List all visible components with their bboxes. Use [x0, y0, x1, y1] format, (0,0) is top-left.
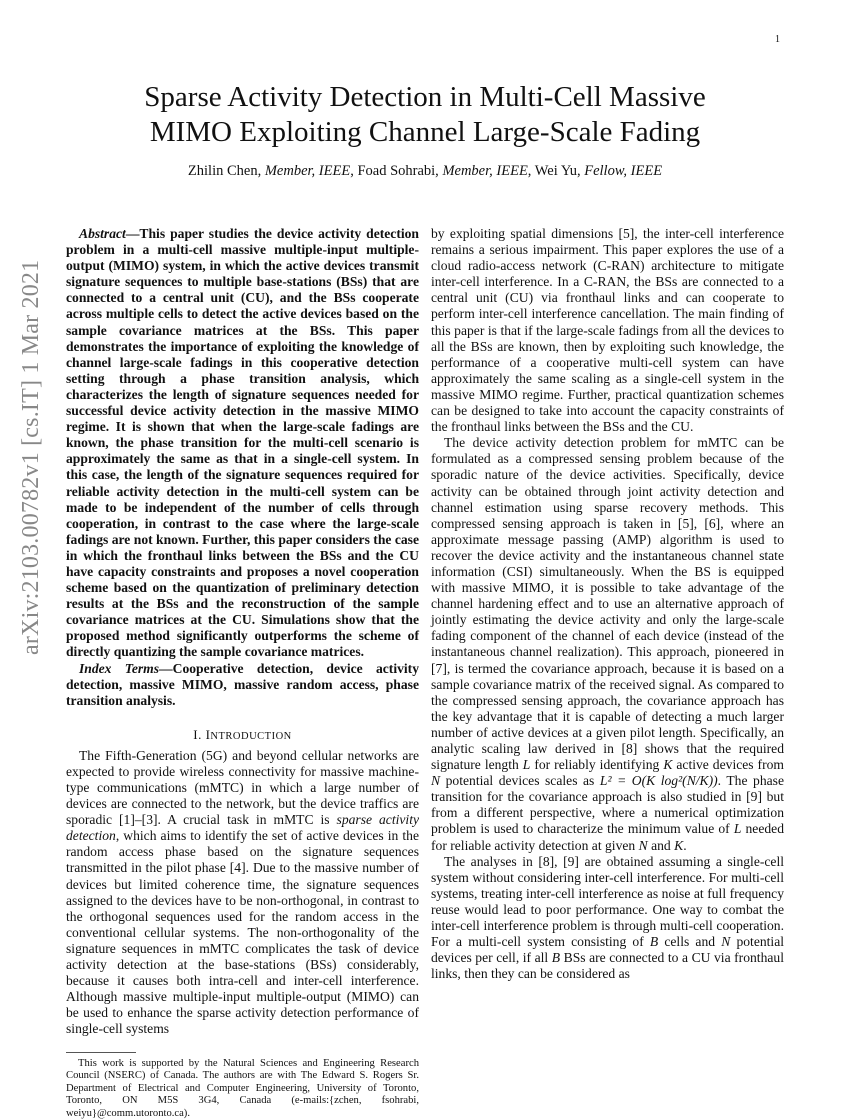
- abstract-text: —This paper studies the device activity detection problem in a multi-cell massive multiple-input multiple-output (MIMO) system, in which the active devices transmit signature sequences to multiple base-stations (BSs) that are connected to a central unit (CU), and the BSs cooperate across multiple cells to detect the active devices based on the sample covariance matrices at the BSs. This paper demonstrates the importance of exploiting the knowledge of channel large-scale fadings in this cooperative detection setting through a phase transition analysis, which characterizes the length of signature sequences needed for successful device activity detection in the massive MIMO regime. It is shown that when the large-scale fadings are known, the phase transition for the multi-cell scenario is approximately the same as that in a single-cell system. In this case, the length of the signature sequences required for reliable activity detection in the multi-cell system can be made to be independent of the number of cells through cooperation, in contrast to the case where the large-scale fadings are not known. Further, this paper considers the case in which the fronthaul links between the BSs and the CU have capacity constraints and proposes a novel cooperation scheme based on the quantization of preliminary detection results at the BSs and the reconstruction of the sample covariance matrices at the CU. Simulations show that the proposed method significantly outperforms the scheme of directly quantizing the sample covariance matrices.: [66, 226, 419, 659]
- section-heading-introduction: I. INTRODUCTION: [66, 727, 419, 743]
- page-number: 1: [775, 34, 780, 45]
- intro-paragraph: The Fifth-Generation (5G) and beyond cellular networks are expected to provide wireless connectivity for massive machine-type communications (mMTC) in which a large number of devices are connected to the network, but the device traffics are sporadic [1]–[3]. A crucial task in mMTC is sparse activity detection, which aims to identify the set of active devices in the random access phase based on the signature sequences transmitted in the pilot phase [4]. Due to the massive number of devices but limited coherence time, the signature sequences assigned to the devices have to be non-orthogonal, in contrast to the orthogonal sequences used for the random access in the conventional cellular systems. The non-orthogonality of the signature sequences in mMTC complicates the task of device activity detection at the base-stations (BSs) considerably, because it causes both intra-cell and inter-cell interference. Although massive multiple-input multiple-output (MIMO) can be used to enhance the sparse activity detection performance of single-cell systems: [66, 748, 419, 1038]
- author-role: Fellow, IEEE: [584, 163, 662, 179]
- index-terms: [66, 661, 419, 709]
- author-list: [0, 163, 850, 180]
- paragraph: The device activity detection problem for mMTC can be formulated as a compressed sensing problem because of the sporadic nature of the device activities. Specifically, device activity can be obtained through joint activity detection and channel estimation using sparse recovery methods. This compressed sensing approach is taken in [5], [6], where an approximate message passing (AMP) algorithm is used to recover the device activity and the instantaneous channel state information (CSI) simultaneously. When the BS is equipped with massive MIMO, it is possible to take advantage of the channel hardening effect and to use an alternative approach of jointly estimating the device activity and only the large-scale fading component of the channel of each device (instead of the instantaneous channel realization). This approach, pioneered in [7], is termed the covariance approach, because it is based on a sample covariance matrix of the received signal. As compared to the compressed sensing approach, the covariance approach has the key advantage that it is capable of detecting a much larger number of active devices at a given pilot length. Specifically, an analytic scaling law derived in [8] shows that the required signature length L for reliably identifying K active devices from N potential devices scales as L² = O(K log²(N/K)). The phase transition for the covariance approach is also studied in [9] but from a different perspective, where a numerical optimization problem is used to characterize the minimum value of L needed for reliable activity detection at given N and K.: [431, 435, 784, 853]
- right-column: [431, 226, 784, 982]
- scaling-law-formula: L² = O(K log²(N/K)): [600, 773, 718, 788]
- paper-title: [0, 80, 850, 150]
- index-terms-text: —Cooperative detection, device activity detection, massive MIMO, massive random access, phase transition analysis.: [66, 661, 419, 708]
- author-name: Zhilin Chen,: [188, 163, 265, 179]
- left-column: [66, 226, 419, 1120]
- title-line-1: Sparse Activity Detection in Multi-Cell Massive: [0, 80, 850, 115]
- paragraph: The analyses in [8], [9] are obtained assuming a single-cell system without considering inter-cell interference. For multi-cell systems, treating inter-cell interference as noise at full frequency reuse would lead to poor performance. One way to combat the inter-cell interference problem is through multi-cell cooperation. For a multi-cell system consisting of B cells and N potential devices per cell, if all B BSs are connected to a CU via fronthaul links, then they can be considered as: [431, 854, 784, 983]
- arxiv-stamp: arXiv:2103.00782v1 [cs.IT] 1 Mar 2021: [18, 260, 45, 655]
- footnote-rule: [66, 1052, 136, 1053]
- paragraph: by exploiting spatial dimensions [5], the inter-cell interference remains a serious impairment. This paper explores the use of a cloud radio-access network (C-RAN) architecture to mitigate inter-cell interference. In a C-RAN, the BSs are connected to a central unit (CU) via fronthaul links and can cooperate to perform inter-cell interference cancellation. The main finding of this paper is that if the large-scale fadings from all the devices to all the BSs are known, then by exploiting such knowledge, the performance of a cooperative multi-cell system can have approximately the same scaling as a single-cell system in the massive MIMO regime. Further, practical quantization schemes can be designed to take into account the capacity constraints of the fronthaul links between the BSs and the CU.: [431, 226, 784, 435]
- abstract-label: Abstract: [79, 226, 126, 241]
- author-name: , Wei Yu,: [528, 163, 584, 179]
- abstract: [66, 226, 419, 661]
- footnote: This work is supported by the Natural Sciences and Engineering Research Council (NSERC) of Canada. The authors are with The Edward S. Rogers Sr. Department of Electrical and Computer Engineering, University of Toronto, Toronto, ON M5S 3G4, Canada (e-mails:{zchen, fsohrabi, weiyu}@comm.utoronto.ca).: [66, 1058, 419, 1120]
- title-line-2: MIMO Exploiting Channel Large-Scale Fading: [0, 115, 850, 150]
- index-terms-label: Index Terms: [79, 661, 159, 676]
- author-name: , Foad Sohrabi,: [350, 163, 442, 179]
- author-role: Member, IEEE: [265, 163, 350, 179]
- author-role: Member, IEEE: [442, 163, 527, 179]
